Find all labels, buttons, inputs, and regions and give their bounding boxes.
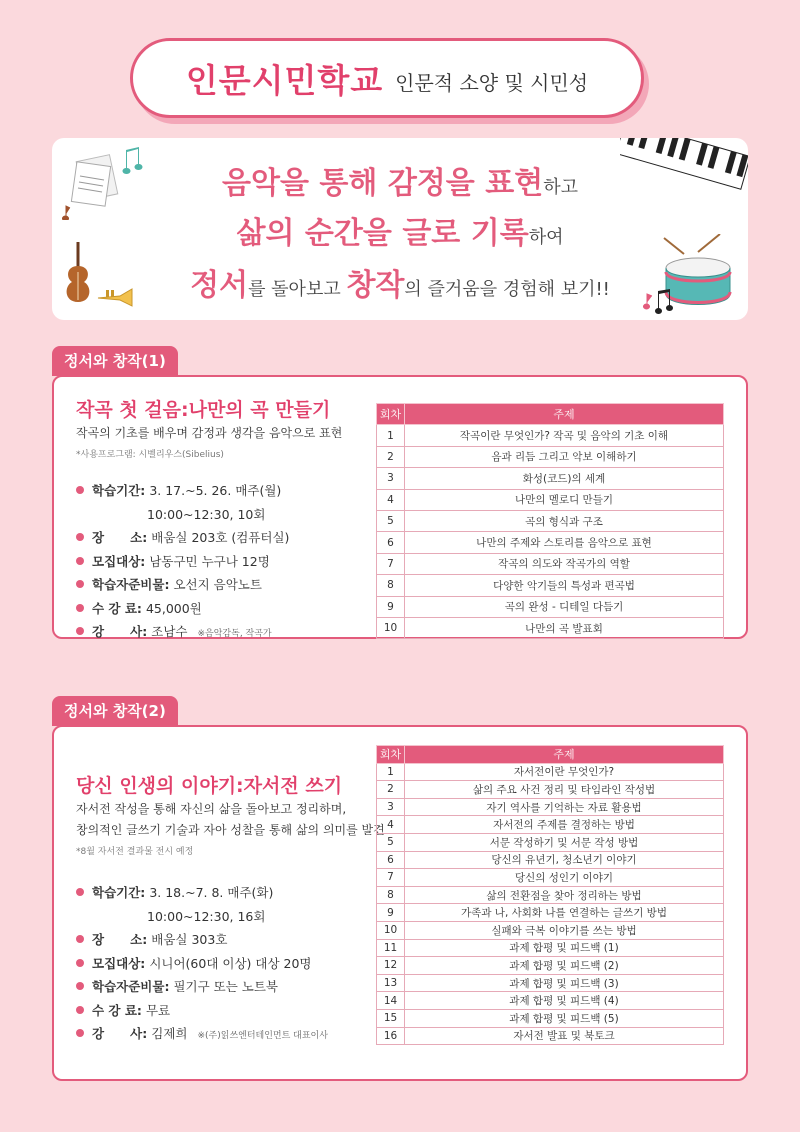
page-title: 인문시민학교: [185, 60, 384, 100]
info-label: 수 강 료:: [92, 1002, 142, 1018]
bullet-icon: [76, 888, 84, 896]
info-label: 모집대상:: [92, 553, 146, 569]
course-note-2: *8월 자서전 결과물 전시 예정: [76, 847, 194, 857]
session-number: 11: [377, 939, 405, 957]
session-topic: 삶의 전환점을 찾아 정리하는 방법: [405, 886, 724, 904]
table-row: [377, 833, 724, 851]
info-label: 수 강 료:: [92, 600, 142, 616]
bullet-icon: [76, 959, 84, 967]
session-topic: 자서전이란 무엇인가?: [405, 763, 724, 781]
banner-text-segment: 을: [279, 166, 320, 201]
course-title-1: 작곡 첫 걸음:나만의 곡 만들기: [76, 399, 331, 421]
section-tab-2: 정서와 창작(2): [52, 696, 178, 726]
bullet-icon: [76, 1006, 84, 1014]
info-row: [76, 575, 289, 599]
session-number: 2: [377, 781, 405, 799]
session-topic: 나만의 곡 발표회: [405, 617, 724, 638]
banner-text-segment: 하고: [543, 177, 578, 198]
info-value: 배움실 203호 (컴퓨터실): [151, 530, 290, 545]
session-topic: 다양한 악기들의 특성과 편곡법: [405, 575, 724, 596]
table-row: [377, 781, 724, 799]
table-header-cell: 주제: [405, 746, 724, 764]
table-header-cell: 주제: [405, 404, 724, 425]
info-value: 남동구민 누구나 12명: [149, 553, 270, 569]
session-topic: 과제 합평 및 피드백 (4): [405, 992, 724, 1010]
music-note-icon: [60, 204, 74, 220]
bullet-icon: [76, 486, 84, 494]
music-sheets-icon: [66, 152, 126, 208]
banner-text-segment: 를 돌아보고: [248, 279, 347, 300]
table-row: [377, 957, 724, 975]
session-topic: 가족과 나, 사회화 나를 연결하는 글쓰기 방법: [405, 904, 724, 922]
banner-text-segment: 을: [445, 166, 486, 201]
session-topic: 자서전 발표 및 북토크: [405, 1027, 724, 1045]
session-number: 10: [377, 617, 405, 638]
bullet-icon: [76, 982, 84, 990]
info-row: [76, 1001, 328, 1025]
bullet-icon: [76, 935, 84, 943]
table-row: [377, 921, 724, 939]
table-row: [377, 532, 724, 553]
session-topic: 과제 합평 및 피드백 (3): [405, 974, 724, 992]
course-desc-2b: 창의적인 글쓰기 기술과 자아 성찰을 통해 삶의 의미를 발견: [76, 823, 385, 837]
bullet-icon: [76, 627, 84, 635]
info-value: 배움실 303호: [151, 932, 228, 947]
info-value: 조남수: [151, 624, 188, 639]
table-row: [377, 1027, 724, 1045]
info-value: 무료: [145, 1002, 171, 1018]
table-row: [377, 904, 724, 922]
session-topic: 당신의 유년기, 청소년기 이야기: [405, 851, 724, 869]
table-row: [377, 617, 724, 638]
banner-text-segment: 음악: [222, 166, 280, 201]
table-header-row: [377, 404, 724, 425]
session-topic: 나만의 멜로디 만들기: [405, 489, 724, 510]
session-topic: 작곡이란 무엇인가? 작곡 및 음악의 기초 이해: [405, 425, 724, 446]
course-desc-2: 자서전 작성을 통해 자신의 삶을 돌아보고 정리하며,: [76, 802, 347, 816]
info-label: 장 소:: [92, 932, 148, 947]
table-header-row: [377, 746, 724, 764]
session-number: 10: [377, 921, 405, 939]
table-row: [377, 489, 724, 510]
table-row: [377, 939, 724, 957]
table-header-cell: 회차: [377, 404, 405, 425]
course-title-2: 당신 인생의 이야기:자서전 쓰기: [76, 775, 343, 797]
session-number: 3: [377, 798, 405, 816]
info-row: [76, 954, 328, 978]
session-topic: 나만의 주제와 스토리를 음악으로 표현: [405, 532, 724, 553]
schedule-table-1: [376, 403, 724, 639]
session-number: 4: [377, 489, 405, 510]
session-number: 7: [377, 553, 405, 574]
table-row: [377, 851, 724, 869]
table-row: [377, 798, 724, 816]
info-value: 김제희: [151, 1026, 188, 1041]
banner-text-segment: 삶의 순간을 글로 기록: [236, 216, 529, 251]
session-number: 16: [377, 1027, 405, 1045]
session-topic: 과제 합평 및 피드백 (5): [405, 1009, 724, 1027]
session-topic: 음과 리듬 그리고 악보 이해하기: [405, 446, 724, 467]
table-row: [377, 553, 724, 574]
session-number: 9: [377, 596, 405, 617]
session-number: 1: [377, 763, 405, 781]
session-topic: 작곡의 의도와 작곡가의 역할: [405, 553, 724, 574]
info-row: [76, 977, 328, 1001]
table-row: [377, 763, 724, 781]
schedule-table-2: [376, 745, 724, 1045]
table-header-cell: 회차: [377, 746, 405, 764]
banner-text-segment: 통해: [319, 166, 388, 201]
bullet-icon: [76, 557, 84, 565]
session-topic: 자기 역사를 기억하는 자료 활용법: [405, 798, 724, 816]
music-note-icon: [642, 288, 676, 314]
info-row: [76, 622, 289, 646]
table-row: [377, 992, 724, 1010]
info-row: [76, 528, 289, 552]
info-value: 오선지 음악노트: [173, 577, 262, 592]
session-number: 15: [377, 1009, 405, 1027]
session-number: 3: [377, 468, 405, 489]
session-topic: 화성(코드)의 세계: [405, 468, 724, 489]
info-label: 학습자준비물:: [92, 979, 170, 994]
info-value: 시니어(60대 이상) 대상 20명: [149, 955, 312, 971]
info-row: [76, 1024, 328, 1048]
session-topic: 서문 작성하기 및 서문 작성 방법: [405, 833, 724, 851]
session-topic: 자서전의 주제를 결정하는 방법: [405, 816, 724, 834]
table-row: [377, 425, 724, 446]
section-tab-1: 정서와 창작(1): [52, 346, 178, 376]
info-continuation: 10:00~12:30, 10회: [147, 506, 266, 522]
bullet-icon: [76, 1029, 84, 1037]
table-row: [377, 468, 724, 489]
table-row: [377, 886, 724, 904]
banner-line-2: [52, 208, 748, 252]
banner-text-segment: 하여: [528, 227, 564, 248]
bullet-icon: [76, 580, 84, 588]
info-row: [76, 552, 289, 576]
session-number: 6: [377, 851, 405, 869]
table-row: [377, 816, 724, 834]
table-row: [377, 974, 724, 992]
session-number: 5: [377, 833, 405, 851]
course-desc-1: 작곡의 기초를 배우며 감정과 생각을 음악으로 표현: [76, 426, 343, 440]
info-label: 강 사:: [92, 624, 148, 639]
session-topic: 과제 합평 및 피드백 (1): [405, 939, 724, 957]
piano-keys-icon: [620, 138, 748, 194]
info-row: [76, 599, 289, 623]
table-row: [377, 575, 724, 596]
info-value: 필기구 또는 노트북: [173, 979, 279, 994]
table-row: [377, 596, 724, 617]
info-value: 3. 18.~7. 8. 매주(화): [149, 885, 274, 900]
info-continuation: 10:00~12:30, 16회: [147, 908, 266, 924]
course-note-1: *사용프로그램: 시벨리우스(Sibelius): [76, 450, 224, 460]
banner-text-segment: 표현: [485, 166, 544, 201]
session-number: 6: [377, 532, 405, 553]
info-row: [76, 930, 328, 954]
session-number: 14: [377, 992, 405, 1010]
session-number: 13: [377, 974, 405, 992]
info-row: [76, 481, 289, 505]
session-number: 12: [377, 957, 405, 975]
session-topic: 실패와 극복 이야기를 쓰는 방법: [405, 921, 724, 939]
music-note-icon: [120, 146, 144, 174]
info-note: ※음악감독, 작곡가: [197, 629, 272, 639]
info-note: ※(주)읽쓰엔터테인먼트 대표이사: [197, 1031, 328, 1041]
bullet-icon: [76, 604, 84, 612]
session-topic: 곡의 완성 - 디테일 다듬기: [405, 596, 724, 617]
violin-icon: [58, 242, 98, 308]
session-number: 5: [377, 510, 405, 531]
banner-text-segment: 창작: [346, 268, 405, 303]
bullet-icon: [76, 533, 84, 541]
banner-text-segment: 의 즐거움을 경험해 보기!!: [404, 279, 610, 300]
session-topic: 삶의 주요 사건 정리 및 타임라인 작성법: [405, 781, 724, 799]
info-label: 학습자준비물:: [92, 577, 170, 592]
header-pill: [130, 38, 644, 118]
info-label: 모집대상:: [92, 955, 146, 971]
table-row: [377, 1009, 724, 1027]
session-topic: 과제 합평 및 피드백 (2): [405, 957, 724, 975]
banner-text-segment: 감정: [387, 166, 446, 201]
page-subtitle: 인문적 소양 및 시민성: [395, 70, 589, 95]
section-card-1: [52, 375, 748, 639]
session-number: 8: [377, 575, 405, 596]
table-row: [377, 510, 724, 531]
course-info-2: [76, 883, 328, 1048]
info-value: 3. 17.~5. 26. 매주(월): [149, 483, 282, 498]
session-number: 8: [377, 886, 405, 904]
info-label: 학습기간:: [92, 885, 146, 900]
info-value: 45,000원: [145, 600, 202, 616]
trumpet-icon: [96, 286, 136, 308]
session-number: 1: [377, 425, 405, 446]
table-row: [377, 869, 724, 887]
info-label: 장 소:: [92, 530, 148, 545]
session-number: 9: [377, 904, 405, 922]
section-card-2: [52, 725, 748, 1081]
intro-banner: [52, 138, 748, 320]
session-number: 7: [377, 869, 405, 887]
session-number: 4: [377, 816, 405, 834]
session-topic: 당신의 성인기 이야기: [405, 869, 724, 887]
session-topic: 곡의 형식과 구조: [405, 510, 724, 531]
info-label: 강 사:: [92, 1026, 148, 1041]
course-info-1: [76, 481, 289, 646]
info-label: 학습기간:: [92, 483, 146, 498]
table-row: [377, 446, 724, 467]
info-row: [76, 883, 328, 907]
session-number: 2: [377, 446, 405, 467]
banner-text-segment: 정서: [190, 268, 249, 303]
